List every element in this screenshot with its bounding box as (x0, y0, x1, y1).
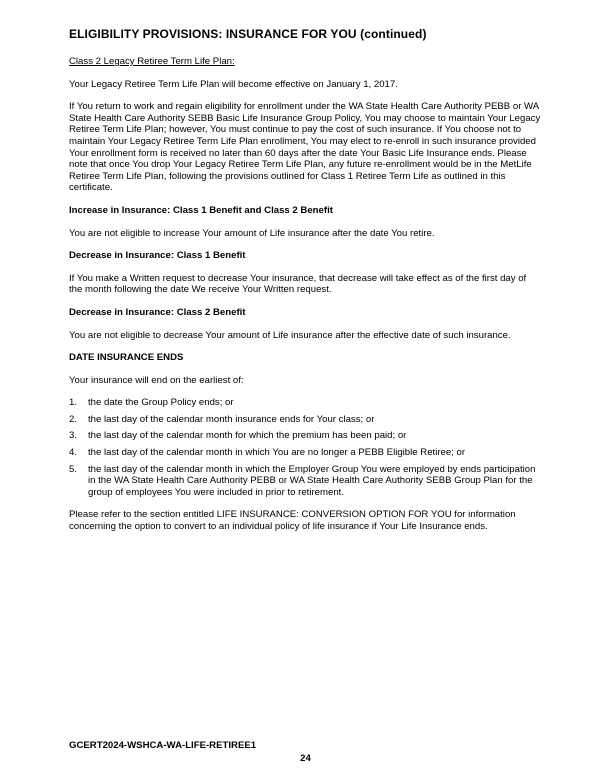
list-item (69, 464, 542, 499)
paragraph-return-to-work: If You return to work and regain eligibility for enrollment under the WA State Health Care Authority PEBB or WA State Health Care Authority SEBB Basic Life Insurance Group Policy, You may choose to maintain Your Legacy Retiree Term Life Plan; however, You must continue to pay the cost of such insurance. If You choose not to maintain Your Legacy Retiree Term Life Plan enrollment, You may elect to re-enroll in such insurance provided Your enrollment form is received no later than 60 days after the date Your Basic Life Insurance ends. Please note that once You drop Your Legacy Retiree Term Life Plan, any future re-enrollment would be in the MetLife Retiree Term Life Plan, following the provisions outlined for Class 1 Retiree Term Life as outlined in this certificate. (69, 101, 541, 194)
heading-date-insurance-ends: DATE INSURANCE ENDS (69, 352, 184, 364)
paragraph-earliest-of: Your insurance will end on the earliest of: (69, 374, 244, 386)
document-title: ELIGIBILITY PROVISIONS: INSURANCE FOR YOU (continued) (69, 27, 427, 41)
heading-decrease-class1: Decrease in Insurance: Class 1 Benefit (69, 250, 246, 262)
form-number: GCERT2024-WSHCA-WA-LIFE-RETIREE1 (69, 740, 257, 751)
list-item-text: the last day of the calendar month in which You are no longer a PEBB Eligible Retiree; or (88, 447, 466, 459)
page-number: 24 (300, 753, 311, 764)
paragraph-decrease-class1: If You make a Written request to decrease Your insurance, that decrease will take effect as of the first day of the month following the date We receive Your Written request. (69, 272, 527, 296)
class2-plan-heading: Class 2 Legacy Retiree Term Life Plan: (69, 56, 235, 67)
list-item (69, 414, 542, 426)
list-item-number: 2. (69, 413, 78, 425)
heading-increase-insurance: Increase in Insurance: Class 1 Benefit and Class 2 Benefit (69, 204, 333, 216)
list-item-number: 5. (69, 463, 78, 475)
paragraph-increase-insurance: You are not eligible to increase Your amount of Life insurance after the date You retire. (69, 227, 435, 239)
list-item (69, 397, 542, 409)
list-item-text: the last day of the calendar month for which the premium has been paid; or (88, 430, 407, 442)
list-item-text: the last day of the calendar month insurance ends for Your class; or (88, 413, 375, 425)
list-item (69, 430, 542, 442)
paragraph-decrease-class2: You are not eligible to decrease Your amount of Life insurance after the effective date of such insurance. (69, 329, 511, 341)
paragraph-conversion-reference: Please refer to the section entitled LIFE INSURANCE: CONVERSION OPTION FOR YOU for information concerning the option to convert to an individual policy of life insurance if Your Life Insurance ends. (69, 509, 516, 533)
list-item-text: the last day of the calendar month in which the Employer Group You were employed by ends participation in the WA State Health Care Authority PEBB or WA State Health Care Authority SEBB Group Plan for the group of employees You were included in prior to retirement. (88, 463, 536, 498)
list-item-number: 1. (69, 397, 78, 409)
list-item-text: the date the Group Policy ends; or (88, 397, 234, 409)
list-item-number: 3. (69, 430, 78, 442)
list-item (69, 447, 542, 459)
list-item-number: 4. (69, 447, 78, 459)
document-content (69, 27, 542, 544)
insurance-end-conditions-list (69, 397, 542, 498)
page-footer (69, 740, 542, 764)
paragraph-effective-date: Your Legacy Retiree Term Life Plan will become effective on January 1, 2017. (69, 78, 398, 90)
heading-decrease-class2: Decrease in Insurance: Class 2 Benefit (69, 306, 246, 318)
